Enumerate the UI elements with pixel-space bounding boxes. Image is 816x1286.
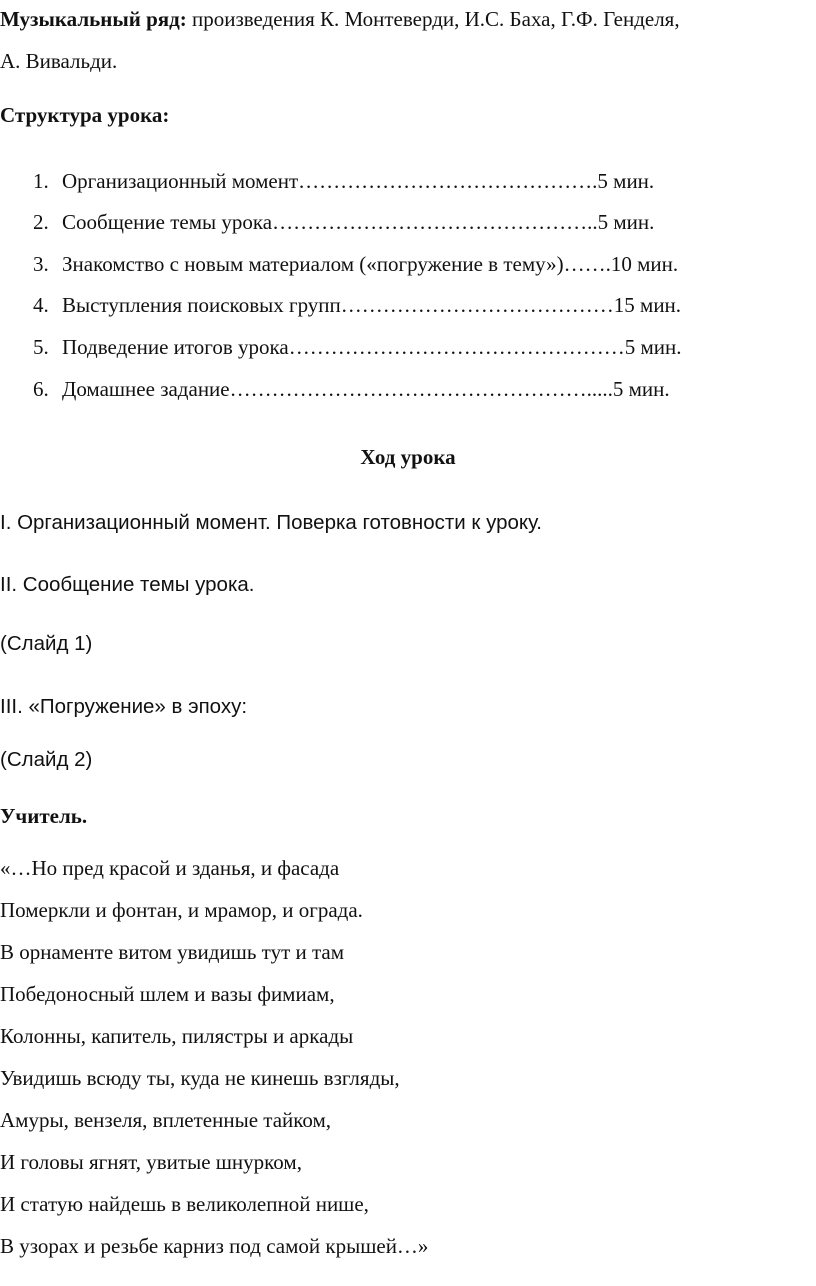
poem-line: В узорах и резьбе карниз под самой крышей…» (0, 1234, 429, 1258)
structure-item-text: Сообщение темы урока………………………………………..5 мин. (62, 210, 655, 234)
structure-item-text: Домашнее задание…………………………………………….....5 мин. (62, 377, 670, 401)
paragraph-topic: II. Сообщение темы урока. (0, 573, 255, 596)
structure-item-number: 1. (33, 169, 49, 193)
poem-line: Амуры, вензеля, вплетенные тайком, (0, 1108, 332, 1132)
structure-item-number: 4. (33, 293, 49, 317)
poem-line: В орнаменте витом увидишь тут и там (0, 940, 345, 964)
structure-item-text: Подведение итогов урока…………………………………………5 мин. (62, 335, 682, 359)
structure-item-text: Знакомство с новым материалом («погружение в тему»)…….10 мин. (62, 252, 679, 276)
musical-label: Музыкальный ряд: (0, 7, 187, 31)
structure-item-number: 5. (33, 335, 49, 359)
structure-item (0, 209, 816, 235)
structure-item (0, 292, 816, 318)
lesson-heading: Ход урока (360, 445, 456, 469)
slide-label: (Слайд 1) (0, 632, 93, 655)
musical-text: произведения К. Монтеверди, И.С. Баха, Г.Ф. Генделя, (186, 7, 680, 31)
poem-line: Померкли и фонтан, и мрамор, и ограда. (0, 898, 363, 922)
structure-heading: Структура урока: (0, 103, 170, 127)
poem-line: И статую найдешь в великолепной нише, (0, 1192, 369, 1216)
structure-item (0, 251, 816, 277)
structure-item-text: Выступления поисковых групп…………………………………15 мин. (62, 293, 682, 317)
structure-item (0, 168, 816, 194)
structure-item-text: Организационный момент…………………………………….5 мин. (62, 169, 655, 193)
structure-item (0, 334, 816, 360)
poem-line: Колонны, капитель, пилястры и аркады (0, 1024, 354, 1048)
structure-item (0, 376, 816, 402)
musical-text-continued: А. Вивальди. (0, 49, 118, 73)
structure-item-number: 2. (33, 210, 49, 234)
paragraph-immersion: III. «Погружение» в эпоху: (0, 695, 248, 718)
poem-line: Увидишь всюду ты, куда не кинешь взгляды, (0, 1066, 400, 1090)
structure-item-number: 3. (33, 252, 49, 276)
slide-label: (Слайд 2) (0, 748, 93, 771)
structure-item-number: 6. (33, 377, 49, 401)
teacher-label: Учитель. (0, 804, 88, 828)
paragraph-organizational: I. Организационный момент. Поверка готовности к уроку. (0, 511, 542, 534)
poem-line: Победоносный шлем и вазы фимиам, (0, 982, 335, 1006)
poem-line: И головы ягнят, увитые шнурком, (0, 1150, 302, 1174)
poem-line: «…Но пред красой и зданья, и фасада (0, 856, 340, 880)
musical-line (0, 6, 680, 32)
